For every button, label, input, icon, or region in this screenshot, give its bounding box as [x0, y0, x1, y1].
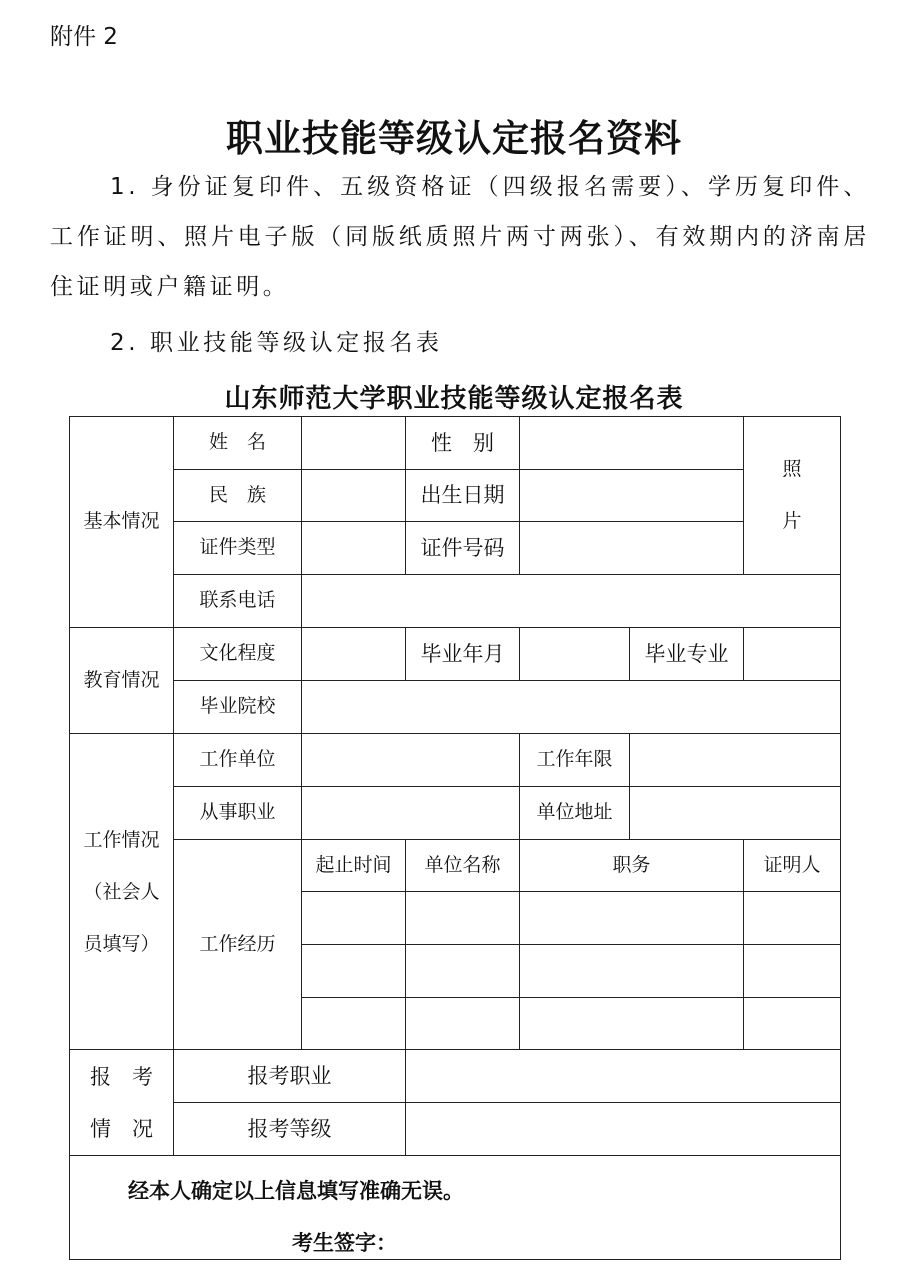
- photo-box[interactable]: [744, 417, 841, 575]
- label-occupation: 从事职业: [174, 787, 302, 840]
- label-exam-level: 报考等级: [174, 1103, 406, 1156]
- section-work-line-1: 工作情况: [83, 828, 160, 851]
- history-row-3-period[interactable]: [302, 998, 406, 1050]
- field-exam-occupation[interactable]: [406, 1050, 841, 1103]
- label-work-unit: 工作单位: [174, 734, 302, 787]
- photo-label-2: 片: [782, 509, 802, 532]
- header-period: 起止时间: [302, 840, 406, 892]
- signature-label[interactable]: 考生签字：: [292, 1231, 397, 1256]
- history-row-1-reference[interactable]: [744, 892, 841, 945]
- field-education-level[interactable]: [302, 628, 406, 681]
- history-row-1-unit[interactable]: [406, 892, 520, 945]
- field-name[interactable]: [302, 417, 406, 470]
- history-row-1-position[interactable]: [520, 892, 744, 945]
- field-id-type[interactable]: [302, 522, 406, 575]
- label-work-history: 工作经历: [174, 840, 302, 1050]
- field-graduation-date[interactable]: [520, 628, 630, 681]
- history-row-1-period[interactable]: [302, 892, 406, 945]
- declaration-cell: [70, 1156, 841, 1260]
- label-birth-date: 出生日期: [406, 470, 520, 522]
- label-major: 毕业专业: [630, 628, 744, 681]
- history-row-2-position[interactable]: [520, 945, 744, 998]
- field-occupation[interactable]: [302, 787, 520, 840]
- field-phone[interactable]: [302, 575, 841, 628]
- field-unit-address[interactable]: [630, 787, 841, 840]
- label-name: 姓 名: [174, 417, 302, 470]
- history-row-3-reference[interactable]: [744, 998, 841, 1050]
- materials-paragraph-2: 2. 职业技能等级认定报名表: [110, 330, 443, 356]
- section-work-line-2: （社会人: [83, 880, 160, 903]
- field-exam-level[interactable]: [406, 1103, 841, 1156]
- page-title: 职业技能等级认定报名资料: [226, 117, 682, 160]
- photo-label-1: 照: [782, 457, 802, 480]
- registration-form: [69, 416, 841, 1260]
- history-row-2-period[interactable]: [302, 945, 406, 998]
- header-position: 职务: [520, 840, 744, 892]
- label-work-years: 工作年限: [520, 734, 630, 787]
- label-ethnicity: 民 族: [174, 470, 302, 522]
- section-education: 教育情况: [70, 628, 174, 734]
- label-school: 毕业院校: [174, 681, 302, 734]
- declaration-text: 经本人确定以上信息填写准确无误。: [128, 1179, 464, 1203]
- materials-paragraph-1: 1. 身份证复印件、五级资格证（四级报名需要）、学历复印件、工作证明、照片电子版（同版纸质照片两寸两张）、有效期内的济南居住证明或户籍证明。: [50, 174, 870, 300]
- history-row-3-position[interactable]: [520, 998, 744, 1050]
- attachment-label: 附件 2: [50, 24, 118, 50]
- label-exam-occupation: 报考职业: [174, 1050, 406, 1103]
- label-id-type: 证件类型: [174, 522, 302, 575]
- header-unit-name: 单位名称: [406, 840, 520, 892]
- history-row-2-reference[interactable]: [744, 945, 841, 998]
- field-work-years[interactable]: [630, 734, 841, 787]
- field-work-unit[interactable]: [302, 734, 520, 787]
- field-major[interactable]: [744, 628, 841, 681]
- field-ethnicity[interactable]: [302, 470, 406, 522]
- history-row-2-unit[interactable]: [406, 945, 520, 998]
- section-exam: [70, 1050, 174, 1156]
- section-exam-line-1: 报 考: [90, 1064, 153, 1089]
- section-basic-info: 基本情况: [70, 417, 174, 628]
- section-work: [70, 734, 174, 1050]
- form-title: 山东师范大学职业技能等级认定报名表: [224, 384, 684, 414]
- field-birth-date[interactable]: [520, 470, 744, 522]
- section-exam-line-2: 情 况: [90, 1116, 153, 1141]
- label-gender: 性 别: [406, 417, 520, 470]
- label-phone: 联系电话: [174, 575, 302, 628]
- field-school[interactable]: [302, 681, 841, 734]
- history-row-3-unit[interactable]: [406, 998, 520, 1050]
- header-reference: 证明人: [744, 840, 841, 892]
- field-id-number[interactable]: [520, 522, 744, 575]
- section-work-line-3: 员填写）: [83, 932, 160, 955]
- label-id-number: 证件号码: [406, 522, 520, 575]
- label-unit-address: 单位地址: [520, 787, 630, 840]
- field-gender[interactable]: [520, 417, 744, 470]
- label-graduation-date: 毕业年月: [406, 628, 520, 681]
- label-education-level: 文化程度: [174, 628, 302, 681]
